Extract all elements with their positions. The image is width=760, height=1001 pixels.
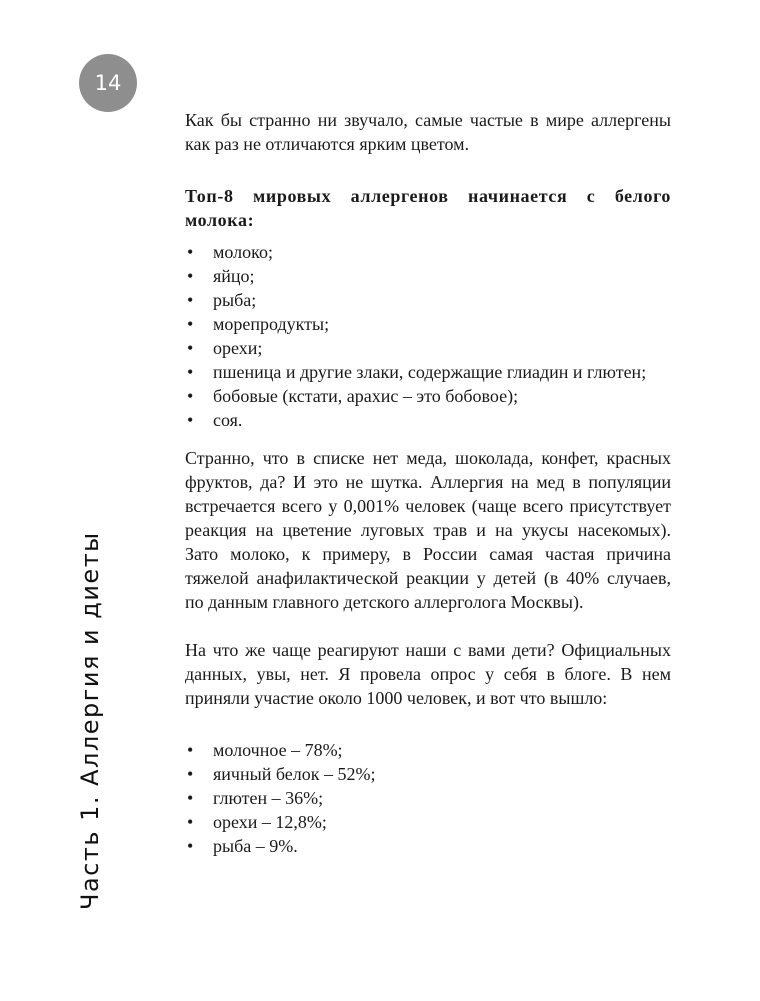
list-item: • морепродукты;	[185, 312, 671, 336]
list-item: • молочное – 78%;	[185, 738, 671, 762]
list-item: • рыба;	[185, 288, 671, 312]
list-item: • орехи – 12,8%;	[185, 810, 671, 834]
body-paragraph: Странно, что в списке нет меда, шоколада, конфет, красных фруктов, да? И это не шутка. Аллергия на мед в популяции встречается всего у 0,001% человек (чаще всего присутствует реакция на цветение луговых трав и на укусы насекомых). Зато молоко, к примеру, в России самая частая причина тяжелой анафилактической реакции у детей (в 40% случаев, по данным главного детского аллерголога Москвы).	[185, 448, 671, 612]
list-item: • глютен – 36%;	[185, 786, 671, 810]
chapter-side-title: Часть 1. Аллергия и диеты	[76, 531, 104, 910]
list-item: • молоко;	[185, 240, 671, 264]
list-item: • бобовые (кстати, арахис – это бобовое);	[185, 384, 671, 408]
survey-results-list	[185, 738, 671, 858]
list-item: • орехи;	[185, 336, 671, 360]
page-content	[185, 108, 671, 858]
body-paragraph: На что же чаще реагируют наши с вами дети? Официальных данных, увы, нет. Я провела опрос у себя в блоге. В нем приняли участие около 1000 человек, и вот что вышло:	[185, 640, 671, 708]
page-number: 14	[79, 54, 137, 112]
list-item: • пшеница и другие злаки, содержащие глиадин и глютен;	[185, 360, 671, 384]
list-item: • яичный белок – 52%;	[185, 762, 671, 786]
intro-paragraph: Как бы странно ни звучало, самые частые в мире аллергены как раз не отличаются ярким цветом.	[185, 110, 671, 154]
list-item: • рыба – 9%.	[185, 834, 671, 858]
list-item: • соя.	[185, 408, 671, 432]
section-heading: Топ-8 мировых аллергенов начинается с белого молока:	[185, 186, 671, 230]
allergen-list	[185, 240, 671, 432]
list-item: • яйцо;	[185, 264, 671, 288]
